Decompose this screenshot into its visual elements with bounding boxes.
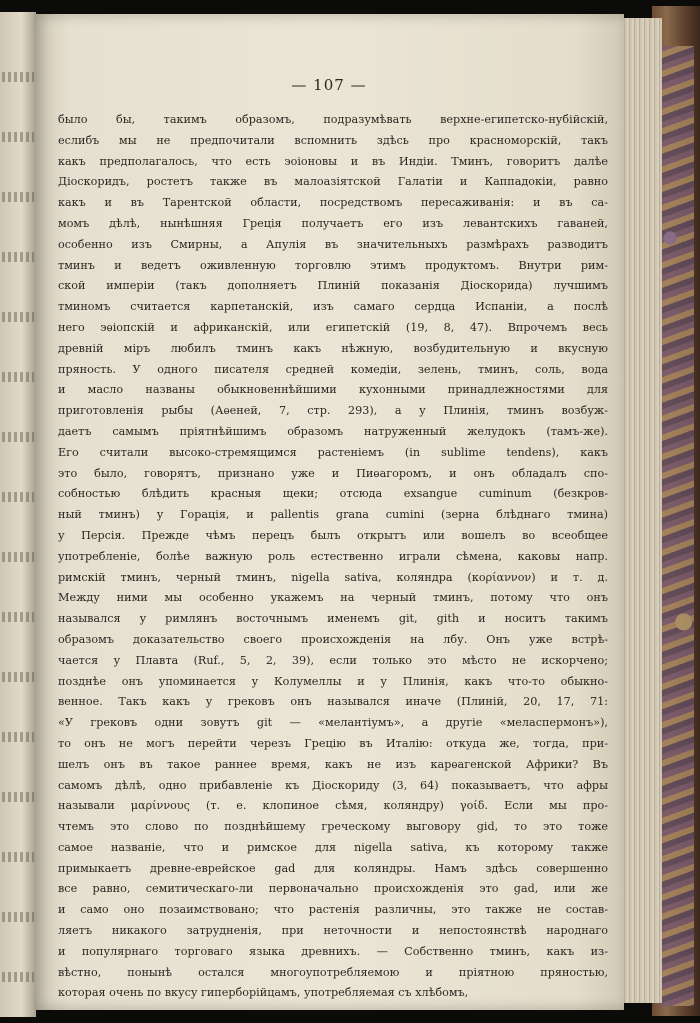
text-line: Діоскоридъ, ростетъ также въ малоазіятской Галатіи и Каппадокіи, равно — [58, 175, 608, 189]
text-line: употребленіе, болѣе важную роль естественно играли сѣмена, каковы напр. — [58, 549, 608, 563]
marbled-endpaper — [660, 46, 694, 1006]
facing-page-edge — [0, 12, 36, 1017]
text-line: позднѣе онъ упоминается у Колумеллы и у Плинія, какъ что-то обыкно- — [58, 674, 608, 688]
text-line: то онъ не могъ перейти черезъ Грецію въ Италію: откуда же, тогда, при- — [58, 736, 608, 750]
text-line: это было, говорятъ, признано уже и Пиѳагоромъ, и онъ обладалъ спо- — [58, 466, 608, 480]
text-line: шелъ онъ въ такое раннее время, какъ не изъ карѳагенской Африки? Въ — [58, 757, 608, 771]
text-line: еслибъ мы не предпочитали вспомнить здѣсь про красноморскій, такъ — [58, 133, 608, 147]
text-line: назывался у римлянъ восточнымъ именемъ git, gith и носитъ такимъ — [58, 612, 608, 626]
text-line: самое названіе, что и римское для nigella sativa, къ которому также — [58, 840, 608, 854]
text-line: у Персія. Прежде чѣмъ перецъ былъ открытъ или вошелъ во всеобщее — [58, 528, 608, 542]
text-line: какъ предполагалось, что есть эоіоновы и въ Индіи. Тминъ, говоритъ далѣе — [58, 154, 608, 168]
text-line: даетъ самымъ пріятнѣйшимъ образомъ натруженный желудокъ (тамъ-же). — [58, 424, 608, 438]
text-line: древній міръ любилъ тминъ какъ нѣжную, возбудительную и вкусную — [58, 341, 608, 355]
text-line: и само оно позаимствовано; что растенія различны, это также не состав- — [58, 903, 608, 917]
text-line: образомъ доказательство своего происхожденія на лбу. Онъ уже встрѣ- — [58, 632, 608, 646]
text-line: было бы, такимъ образомъ, подразумѣвать верхне-египетско-нубійскій, — [58, 113, 608, 126]
text-line: ской имперіи (такъ дополняетъ Плиній показанія Діоскорида) лучшимъ — [58, 279, 608, 293]
text-line: и масло названы обыкновеннѣйшими кухонными принадлежностями для — [58, 383, 608, 397]
text-line: собностью блѣдить красныя щеки; отсюда exsangue cuminum (безкров- — [58, 487, 608, 501]
book-page — [34, 14, 624, 1010]
text-line: приготовленія рыбы (Аѳеней, 7, стр. 293), а у Плинія, тминъ возбуж- — [58, 404, 608, 418]
text-line: него эѳіопскій и африканскій, или египетскій (19, 8, 47). Впрочемъ весь — [58, 320, 608, 334]
text-line: которая очень по вкусу гиперборійцамъ, употребляемая съ хлѣбомъ, — [58, 986, 469, 1000]
text-line: вѣстно, понынѣ остался многоупотребляемою и пріятною пряностью, — [58, 965, 608, 979]
page-number: — 107 — — [291, 76, 367, 94]
text-line: примыкаетъ древне-еврейское gad для коляндры. Намъ здѣсь совершенно — [58, 861, 608, 875]
text-line: «У грековъ одни зовутъ git — «мелантіумъ», а другіе «мелaспермонъ»), — [58, 716, 608, 730]
text-line: Его считали высоко-стремящимся растеніемъ (in sublime tendens), какъ — [58, 445, 608, 459]
text-line: какъ и въ Тарентской области, посредствомъ пересаживанія: и въ са- — [58, 196, 608, 210]
text-line: и популярнаго торговаго языка древнихъ. — Собственно тминъ, какъ из- — [58, 944, 608, 958]
text-line: пряность. У одного писателя средней комедіи, зелень, тминъ, соль, вода — [58, 362, 608, 376]
text-line: называли μαρίννους (т. е. клопиное сѣмя, коляндру) γοίδ. Если мы про- — [58, 799, 608, 813]
text-line: чается у Плавта (Ruf., 5, 2, 39), если только это мѣсто не искорчено; — [58, 653, 608, 667]
text-line: венное. Такъ какъ у грековъ онъ назывался иначе (Плиній, 20, 17, 71: — [58, 695, 608, 709]
text-line: тминъ и ведетъ оживленную торговлю этимъ продуктомъ. Внутри рим- — [58, 258, 608, 272]
text-line: момъ дѣлѣ, нынѣшняя Греція получаетъ его изъ левантскихъ гаваней, — [58, 216, 608, 230]
text-line: самомъ дѣлѣ, одно прибавленіе къ Діоскориду (3, 64) показываетъ, что афры — [58, 778, 608, 792]
text-line: чтемъ это слово по позднѣйшему греческому выговору gid, то это тоже — [58, 820, 608, 834]
text-line: Между ними мы особенно укажемъ на черный тминъ, потому что онъ — [58, 591, 608, 605]
text-line: все равно, семитическаго-ли первоначально происхожденія это gad, или же — [58, 882, 608, 896]
page-body — [58, 110, 608, 1004]
text-line: тминомъ считается карпетанскій, изъ самаго сердца Испаніи, а послѣ — [58, 300, 608, 314]
text-line: особенно изъ Смирны, а Апулія въ значительныхъ размѣрахъ разводитъ — [58, 237, 608, 251]
text-line: римскій тминъ, черный тминъ, nigella sativa, коляндра (κορίαννον) и т. д. — [58, 570, 608, 584]
text-line: ляетъ никакого затрудненія, при неточности и непостоянствѣ народнаго — [58, 924, 608, 938]
text-line: ный тминъ) у Горація, и pallentis grana cumini (зерна блѣднаго тмина) — [58, 508, 608, 522]
